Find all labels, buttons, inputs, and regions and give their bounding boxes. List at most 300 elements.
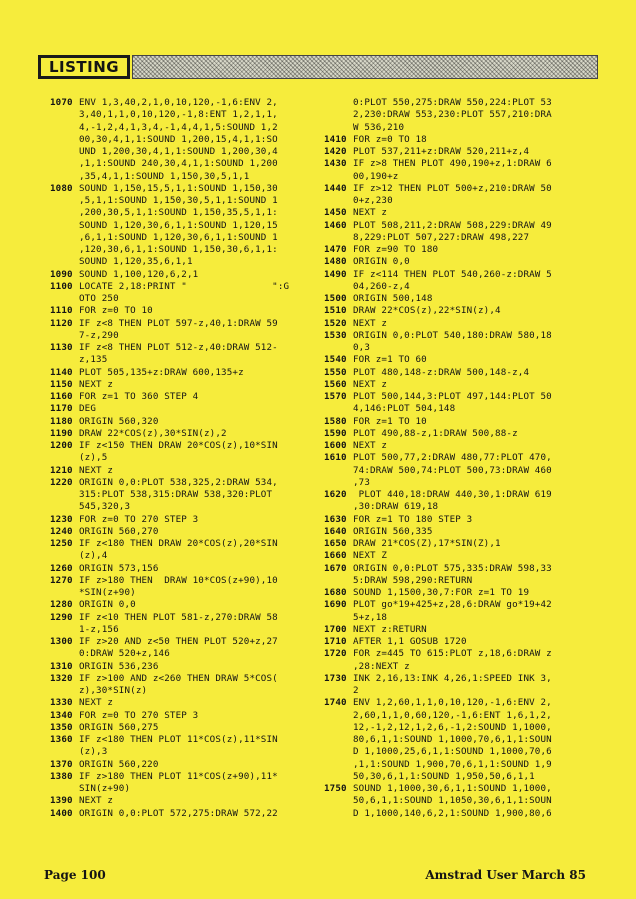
line-number xyxy=(324,171,353,183)
code-line xyxy=(324,195,589,207)
code-line xyxy=(324,305,589,317)
code-line xyxy=(324,318,589,330)
line-number xyxy=(50,648,79,660)
line-number xyxy=(324,281,353,293)
code-line xyxy=(324,183,589,195)
line-code: FOR z=0 TO 18 xyxy=(353,133,427,145)
code-line xyxy=(324,759,589,771)
line-code: (z),4 xyxy=(79,550,108,562)
code-line xyxy=(324,122,589,134)
code-line xyxy=(324,391,589,403)
line-number: 1590 xyxy=(324,427,347,439)
line-number: 1260 xyxy=(50,562,73,574)
line-code: NEXT z xyxy=(79,378,114,390)
line-code: NEXT z xyxy=(79,464,114,476)
line-number xyxy=(50,624,79,636)
line-number: 1490 xyxy=(324,268,347,280)
code-line xyxy=(50,354,310,366)
line-number xyxy=(50,746,79,758)
code-line xyxy=(50,477,310,489)
line-code: PLOT 480,148-z:DRAW 500,148-z,4 xyxy=(353,366,530,378)
line-number: 1070 xyxy=(50,97,73,108)
code-line xyxy=(324,171,589,183)
code-line xyxy=(50,171,310,183)
line-code: ,28:NEXT z xyxy=(353,660,410,672)
line-code: AFTER 1,1 GOSUB 1720 xyxy=(353,636,467,647)
line-number xyxy=(324,734,353,746)
code-line xyxy=(50,232,310,244)
line-code: ,6,1,1:SOUND 1,120,30,6,1,1:SOUND 1 xyxy=(79,231,278,243)
code-line xyxy=(50,710,310,722)
line-code: z),30*SIN(z) xyxy=(79,685,148,696)
code-line xyxy=(50,452,310,464)
line-code: IF z<8 THEN PLOT 512-z,40:DRAW 512- xyxy=(79,342,278,353)
line-number: 1160 xyxy=(50,391,73,402)
code-line xyxy=(324,661,589,673)
line-code: PLOT 508,211,2:DRAW 508,229:DRAW 49 xyxy=(353,219,552,231)
listing-column-right xyxy=(324,97,589,820)
code-line xyxy=(50,759,310,771)
code-line xyxy=(50,808,310,820)
code-line xyxy=(50,220,310,232)
code-line xyxy=(50,318,310,330)
line-number xyxy=(50,171,79,183)
code-line xyxy=(324,232,589,244)
line-code: D 1,1000,140,6,2,1:SOUND 1,900,80,6 xyxy=(353,807,552,819)
line-number: 1560 xyxy=(324,378,347,390)
line-number: 1100 xyxy=(50,280,73,292)
line-code: NEXT z xyxy=(353,440,388,451)
code-line xyxy=(50,526,310,538)
line-number: 1660 xyxy=(324,550,347,562)
line-number: 1670 xyxy=(324,562,347,574)
line-code: IF z>180 THEN DRAW 10*COS(z+90),10 xyxy=(79,574,278,586)
line-code: IF z>12 THEN PLOT 500+z,210:DRAW 50 xyxy=(353,182,552,194)
line-number xyxy=(324,795,353,807)
code-line xyxy=(50,146,310,158)
line-code: *SIN(z+90) xyxy=(79,587,136,598)
line-code: 74:DRAW 500,74:PLOT 500,73:DRAW 460 xyxy=(353,464,552,476)
line-number: 1300 xyxy=(50,636,73,647)
line-number: 1390 xyxy=(50,795,73,807)
line-code: FOR z=445 TO 615:PLOT z,18,6:DRAW z xyxy=(353,648,552,660)
line-number xyxy=(50,489,79,501)
line-code: PLOT 505,135+z:DRAW 600,135+z xyxy=(79,366,244,378)
code-line xyxy=(50,612,310,624)
line-code: NEXT z xyxy=(353,317,388,329)
line-code: IF z<150 THEN DRAW 20*COS(z),10*SIN xyxy=(79,440,278,451)
line-number xyxy=(324,722,353,734)
line-code: 3,40,1,1,0,10,120,-1,8:ENT 1,2,1,1, xyxy=(79,109,278,121)
code-line xyxy=(324,710,589,722)
line-code: PLOT 440,18:DRAW 440,30,1:DRAW 619 xyxy=(353,489,552,500)
line-code: IF z>8 THEN PLOT 490,190+z,1:DRAW 6 xyxy=(353,158,552,170)
listing-badge-label: LISTING xyxy=(40,57,128,77)
line-code: SOUND 1,1000,30,6,1,1:SOUND 1,1000, xyxy=(353,783,552,794)
code-line xyxy=(324,514,589,526)
line-number: 1520 xyxy=(324,317,347,329)
line-number: 1510 xyxy=(324,305,347,317)
line-number: 1420 xyxy=(324,146,347,157)
line-number: 1450 xyxy=(324,207,347,219)
code-line xyxy=(50,587,310,599)
line-code: (z),3 xyxy=(79,746,108,758)
line-code: FOR z=90 TO 180 xyxy=(353,244,439,255)
code-line xyxy=(324,624,589,636)
code-line xyxy=(50,489,310,501)
code-line xyxy=(50,342,310,354)
code-line xyxy=(324,440,589,452)
line-code: ,120,30,6,1,1:SOUND 1,150,30,6,1,1: xyxy=(79,244,278,255)
code-line xyxy=(50,109,310,121)
code-line xyxy=(50,305,310,317)
line-code: ORIGIN 0,0:PLOT 540,180:DRAW 580,18 xyxy=(353,329,552,341)
line-number: 1350 xyxy=(50,721,73,733)
code-line xyxy=(50,624,310,636)
line-number xyxy=(50,134,79,146)
line-number xyxy=(324,501,353,513)
line-number: 1410 xyxy=(324,133,347,145)
line-number: 1210 xyxy=(50,464,73,476)
line-number: 1170 xyxy=(50,403,73,415)
line-code: ORIGIN 560,220 xyxy=(79,758,159,770)
code-line xyxy=(50,563,310,575)
code-line xyxy=(50,293,310,305)
code-line xyxy=(50,256,310,268)
line-code: 00,190+z xyxy=(353,170,399,182)
code-line xyxy=(50,330,310,342)
line-code: NEXT z xyxy=(79,697,114,709)
magazine-issue: Amstrad User March 85 xyxy=(425,868,586,882)
line-code: 2,60,1,1,0,60,120,-1,6:ENT 1,6,1,2, xyxy=(353,709,552,721)
line-number xyxy=(50,293,79,305)
line-number: 1280 xyxy=(50,599,73,611)
code-line xyxy=(324,293,589,305)
line-code: 00,30,4,1,1:SOUND 1,200,15,4,1,1:SO xyxy=(79,133,278,145)
line-number xyxy=(50,501,79,513)
line-code: ORIGIN 560,320 xyxy=(79,415,159,427)
line-number: 1120 xyxy=(50,317,73,329)
line-number xyxy=(324,771,353,783)
code-line xyxy=(50,416,310,428)
line-code: SOUND 1,120,35,6,1,1 xyxy=(79,256,193,268)
line-code: W 536,210 xyxy=(353,121,405,133)
line-code: NEXT z xyxy=(353,378,388,390)
line-code: 5:DRAW 598,290:RETURN xyxy=(353,574,473,586)
line-number: 1430 xyxy=(324,158,347,170)
line-number xyxy=(50,244,79,256)
line-number: 1630 xyxy=(324,513,347,525)
code-line xyxy=(50,661,310,673)
line-code: ,200,30,5,1,1:SOUND 1,150,35,5,1,1: xyxy=(79,207,278,219)
line-code: NEXT z xyxy=(79,795,114,807)
line-code: FOR z=1 TO 360 STEP 4 xyxy=(79,391,199,402)
line-number xyxy=(50,685,79,697)
line-number xyxy=(50,783,79,795)
line-number xyxy=(324,612,353,624)
line-code: DEG xyxy=(79,403,97,415)
line-code: ,35,4,1,1:SOUND 1,150,30,5,1,1 xyxy=(79,170,250,182)
line-number: 1130 xyxy=(50,342,73,353)
code-line xyxy=(324,330,589,342)
line-code: ORIGIN 0,0:PLOT 572,275:DRAW 572,22 xyxy=(79,807,278,819)
line-number: 1310 xyxy=(50,660,73,672)
line-number: 1380 xyxy=(50,770,73,782)
line-code: 0:PLOT 550,275:DRAW 550,224:PLOT 53 xyxy=(353,97,552,108)
line-code: SOUND 1,1500,30,7:FOR z=1 TO 19 xyxy=(353,587,530,598)
line-number: 1600 xyxy=(324,440,347,451)
code-line xyxy=(50,391,310,403)
code-line xyxy=(324,734,589,746)
line-code: ENV 1,3,40,2,1,0,10,120,-1,6:ENV 2, xyxy=(79,97,278,108)
line-code: ,30:DRAW 619,18 xyxy=(353,501,439,513)
header-hatched-bar xyxy=(132,55,598,79)
line-code: ,73 xyxy=(353,476,371,488)
code-line xyxy=(324,244,589,256)
code-line xyxy=(324,465,589,477)
code-line xyxy=(324,673,589,685)
line-number: 1700 xyxy=(324,623,347,635)
line-code: ORIGIN 573,156 xyxy=(79,562,159,574)
line-number xyxy=(50,207,79,219)
code-line xyxy=(324,379,589,391)
line-number: 1190 xyxy=(50,427,73,439)
line-code: PLOT 490,88-z,1:DRAW 500,88-z xyxy=(353,427,518,439)
line-number xyxy=(50,232,79,244)
code-line xyxy=(324,771,589,783)
code-line xyxy=(324,269,589,281)
line-number: 1240 xyxy=(50,525,73,537)
code-line xyxy=(324,783,589,795)
code-line xyxy=(50,575,310,587)
code-line xyxy=(50,722,310,734)
code-line xyxy=(324,526,589,538)
code-line xyxy=(50,158,310,170)
line-number: 1640 xyxy=(324,525,347,537)
code-line xyxy=(324,636,589,648)
line-number: 1470 xyxy=(324,244,347,255)
code-line xyxy=(324,538,589,550)
line-code: ORIGIN 560,335 xyxy=(353,525,433,537)
code-line xyxy=(50,734,310,746)
line-code: 1-z,156 xyxy=(79,623,119,635)
line-code: IF z<8 THEN PLOT 597-z,40,1:DRAW 59 xyxy=(79,317,278,329)
line-number: 1230 xyxy=(50,513,73,525)
line-number: 1370 xyxy=(50,758,73,770)
line-code: ORIGIN 560,275 xyxy=(79,721,159,733)
line-code: 04,260-z,4 xyxy=(353,280,410,292)
page-number: Page 100 xyxy=(44,868,106,882)
line-number xyxy=(50,330,79,342)
code-line xyxy=(324,587,589,599)
line-number xyxy=(50,587,79,599)
line-code: SOUND 1,150,15,5,1,1:SOUND 1,150,30 xyxy=(79,182,278,194)
line-code: PLOT 500,144,3:PLOT 497,144:PLOT 50 xyxy=(353,391,552,402)
line-code: 0:DRAW 520+z,146 xyxy=(79,648,170,660)
line-number xyxy=(324,342,353,354)
line-number: 1140 xyxy=(50,366,73,378)
code-line xyxy=(324,146,589,158)
line-number xyxy=(324,710,353,722)
line-number: 1080 xyxy=(50,182,73,194)
code-line xyxy=(324,109,589,121)
code-line xyxy=(50,428,310,440)
line-number xyxy=(50,220,79,232)
line-code: DRAW 21*COS(Z),17*SIN(Z),1 xyxy=(353,538,501,549)
line-number xyxy=(324,759,353,771)
line-number xyxy=(324,109,353,121)
listing-column-left xyxy=(50,97,310,820)
code-line xyxy=(50,501,310,513)
code-line xyxy=(324,648,589,660)
line-code: ORIGIN 500,148 xyxy=(353,293,433,304)
line-number: 1150 xyxy=(50,378,73,390)
line-number xyxy=(324,685,353,697)
code-line xyxy=(324,403,589,415)
code-line xyxy=(50,367,310,379)
line-code: IF z>180 THEN PLOT 11*COS(z+90),11* xyxy=(79,770,278,782)
code-line xyxy=(324,795,589,807)
code-line xyxy=(50,379,310,391)
line-code: 50,30,6,1,1:SOUND 1,950,50,6,1,1 xyxy=(353,770,535,782)
line-code: 5+z,18 xyxy=(353,611,388,623)
line-code: NEXT z xyxy=(353,207,388,219)
line-code: 315:PLOT 538,315:DRAW 538,320:PLOT xyxy=(79,489,273,500)
code-line xyxy=(50,97,310,109)
line-code: PLOT go*19+425+z,28,6:DRAW go*19+42 xyxy=(353,599,552,611)
line-number: 1250 xyxy=(50,538,73,549)
code-line xyxy=(50,183,310,195)
code-line xyxy=(324,97,589,109)
line-number xyxy=(50,256,79,268)
line-code: OTO 250 xyxy=(79,293,119,304)
line-number: 1320 xyxy=(50,672,73,684)
line-code: 2 xyxy=(353,685,359,696)
code-line xyxy=(324,550,589,562)
line-number xyxy=(50,195,79,207)
code-line xyxy=(50,269,310,281)
line-number xyxy=(324,477,353,489)
line-code: DRAW 22*COS(z),22*SIN(z),4 xyxy=(353,305,501,317)
line-number: 1740 xyxy=(324,697,347,709)
code-line xyxy=(50,673,310,685)
line-code: INK 2,16,13:INK 4,26,1:SPEED INK 3, xyxy=(353,672,552,684)
code-line xyxy=(324,256,589,268)
line-code: FOR z=0 TO 270 STEP 3 xyxy=(79,709,199,721)
code-line xyxy=(50,648,310,660)
line-number xyxy=(50,452,79,464)
code-line xyxy=(50,134,310,146)
code-line xyxy=(50,685,310,697)
code-line xyxy=(324,575,589,587)
line-number: 1650 xyxy=(324,538,347,549)
code-line xyxy=(324,599,589,611)
line-code: IF z<10 THEN PLOT 581-z,270:DRAW 58 xyxy=(79,611,278,623)
listing-header xyxy=(38,55,598,79)
line-number xyxy=(50,550,79,562)
line-number: 1440 xyxy=(324,182,347,194)
line-code: ,5,1,1:SOUND 1,150,30,5,1,1:SOUND 1 xyxy=(79,195,278,206)
code-line xyxy=(50,771,310,783)
code-line xyxy=(50,599,310,611)
code-line xyxy=(324,697,589,709)
line-code: (z),5 xyxy=(79,452,108,464)
listing-badge xyxy=(38,55,130,79)
line-number xyxy=(324,808,353,820)
line-number: 1400 xyxy=(50,807,73,819)
line-code: 2,230:DRAW 553,230:PLOT 557,210:DRA xyxy=(353,109,552,121)
line-number: 1550 xyxy=(324,366,347,378)
line-number xyxy=(324,661,353,673)
line-code: IF z>100 AND z<260 THEN DRAW 5*COS( xyxy=(79,672,278,684)
line-code: 545,320,3 xyxy=(79,501,131,513)
code-line xyxy=(324,342,589,354)
code-line xyxy=(50,514,310,526)
code-line xyxy=(324,477,589,489)
line-code: UND 1,200,30,4,1,1:SOUND 1,200,30,4 xyxy=(79,146,278,157)
line-code: 80,6,1,1:SOUND 1,1000,70,6,1,1:SOUN xyxy=(353,734,552,745)
line-number: 1340 xyxy=(50,709,73,721)
line-code: FOR z=1 TO 60 xyxy=(353,354,427,366)
line-number: 1620 xyxy=(324,489,347,500)
line-number: 1750 xyxy=(324,783,347,794)
line-number xyxy=(324,575,353,587)
line-number xyxy=(324,403,353,415)
line-number: 1500 xyxy=(324,293,347,304)
line-code: ORIGIN 0,0 xyxy=(79,599,136,611)
line-number: 1610 xyxy=(324,452,347,464)
code-line xyxy=(50,465,310,477)
code-line xyxy=(324,685,589,697)
line-code: IF z<180 THEN DRAW 20*COS(z),20*SIN xyxy=(79,538,278,549)
line-code: IF z>20 AND z<50 THEN PLOT 520+z,27 xyxy=(79,636,278,647)
line-code: FOR z=0 TO 270 STEP 3 xyxy=(79,513,199,525)
code-line xyxy=(324,722,589,734)
line-number: 1690 xyxy=(324,599,347,611)
line-number xyxy=(324,122,353,134)
code-line xyxy=(50,795,310,807)
line-number: 1680 xyxy=(324,587,347,598)
line-number xyxy=(324,465,353,477)
line-code: 7-z,290 xyxy=(79,329,119,341)
code-line xyxy=(50,440,310,452)
line-number: 1180 xyxy=(50,415,73,427)
code-line xyxy=(324,207,589,219)
line-number xyxy=(50,158,79,170)
line-number: 1730 xyxy=(324,672,347,684)
code-line xyxy=(324,416,589,428)
code-line xyxy=(324,746,589,758)
code-line xyxy=(50,244,310,256)
line-code: ORIGIN 536,236 xyxy=(79,660,159,672)
code-line xyxy=(50,783,310,795)
line-code: 4,146:PLOT 504,148 xyxy=(353,403,456,415)
line-code: z,135 xyxy=(79,354,108,366)
code-line xyxy=(324,428,589,440)
line-number: 1110 xyxy=(50,305,73,317)
line-code: ORIGIN 0,0:PLOT 538,325,2:DRAW 534, xyxy=(79,476,278,488)
line-code: NEXT Z xyxy=(353,550,388,562)
code-line xyxy=(50,281,310,293)
line-number: 1720 xyxy=(324,648,347,660)
line-number: 1090 xyxy=(50,268,73,280)
code-line xyxy=(50,403,310,415)
line-number: 1580 xyxy=(324,415,347,427)
code-line xyxy=(324,367,589,379)
line-number: 1360 xyxy=(50,734,73,745)
line-code: NEXT z:RETURN xyxy=(353,623,427,635)
line-number: 1710 xyxy=(324,636,347,647)
